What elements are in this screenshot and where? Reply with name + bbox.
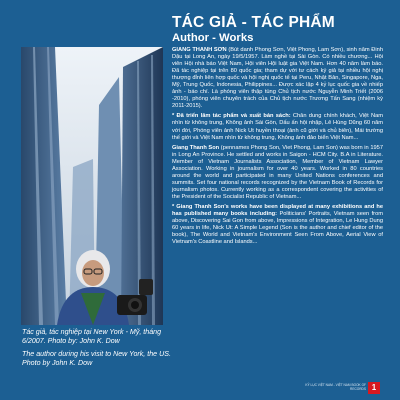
bio-vietnamese-text: (Bút danh Phong Sơn, Việt Phong, Lam Sơn), sinh năm Đinh Dậu tại Long An, ngày 19/5/1957. Làm nghề tại Sài Gòn. Có nhiều chương... Hội viên Hội nhà báo Việt Nam, Hội viên Hội luật gia Việt Nam. Hơn 40 năm làm báo. Đã tác nghiệp tại trên 80 quốc gia; tham dự với tư cách ký giả tại nhiều hội nghị thượng đỉnh liên hợp quốc và hội nghị quốc tế tại Peru, Nhật Bản, Singapore, Nga, Mỹ, Trung Quốc, Indonesia, Philippines... Được xác lập 4 kỷ lục quốc gia về nhiếp ảnh - báo chí. Là phóng viên thập tùng Chủ tịch nước Nguyễn Minh Triết (2006 -2010), phóng viên chuyên trách của Chủ tịch nước Trương Tấn Sang (nhiệm kỳ 2011-2015). [172,47,383,110]
bio-vietnamese [172,47,383,110]
bio-english-text: (pennames Phong Son, Viet Phong, Lam Son) was born in 1957 in Long An Province. He settled and works in Saigon - HCM City. B.A in Literature. Member of Vietnam Journalists Association, Member of Vietnam Lawyer Association. Working in journalism for over 40 years. Worked in 80 countries around the world and participated in many United Nations conferences and summits. Set four national records recognized by the Vietnam Book of Records for journalism photos. Currently working as a correspondent covering the activities of the President of the Socialist Republic of Vietnam... [172,144,383,200]
page-title-vietnamese: TÁC GIẢ - TÁC PHẨM [172,14,335,31]
works-english [172,204,383,246]
photo-caption-english: The author during his visit to New York, the US. Photo by John K. Dow [22,350,171,367]
works-vietnamese [172,113,383,141]
bio-english-name: Giang Thanh Son [172,144,220,151]
works-vietnamese-text: Chân dung chính khách, Việt Nam nhìn từ không trung, Không ảnh Sài Gòn, Dấu ấn hội nhập, Lê Hùng Dũng 60 năm với đời, Phóng viên ảnh Nick Ut huyền thoại (ảnh cũ giới và chủ biên), Mái trường thế giới và Việt Nam nhìn từ không trung, Không ảnh đảo biển Việt Nam... [172,113,383,141]
bio-english [172,145,383,201]
works-vietnamese-lead: * Đã triển lãm tác phẩm và xuất bản sách: [172,113,291,120]
page-number-badge: 1 [368,382,380,394]
works-english-text: Politicians' Portraits, Vietnam seen from above, Discovering Sai Gon from above, Impressions of Integration, Le Hung Dung 60 years in life, Nick Ut: A Simple Legend (Son is the author and chief editor of the book), The World and Vietnam's Environment Seen From Above, Aerial View of Vietnam's Coastline and Islands... [172,211,383,246]
author-photo-illustration [21,47,163,325]
footer-publication-name: KỶ LỤC VIỆT NAM - VIỆT NAM BOOK OF RECORDS [305,383,366,391]
works-english-lead: * Giang Thanh Son's works have been displayed at many exhibitions and he has published many books including: [172,203,383,218]
photo-caption-vietnamese: Tác giả, tác nghiệp tại New York - Mỹ, tháng 6/2007. Photo by: John K. Dow [22,328,162,345]
bio-vietnamese-name: GIANG THANH SƠN [172,47,227,53]
text-column [172,14,383,249]
page-title-english: Author - Works [172,32,254,44]
author-photo [21,47,163,325]
